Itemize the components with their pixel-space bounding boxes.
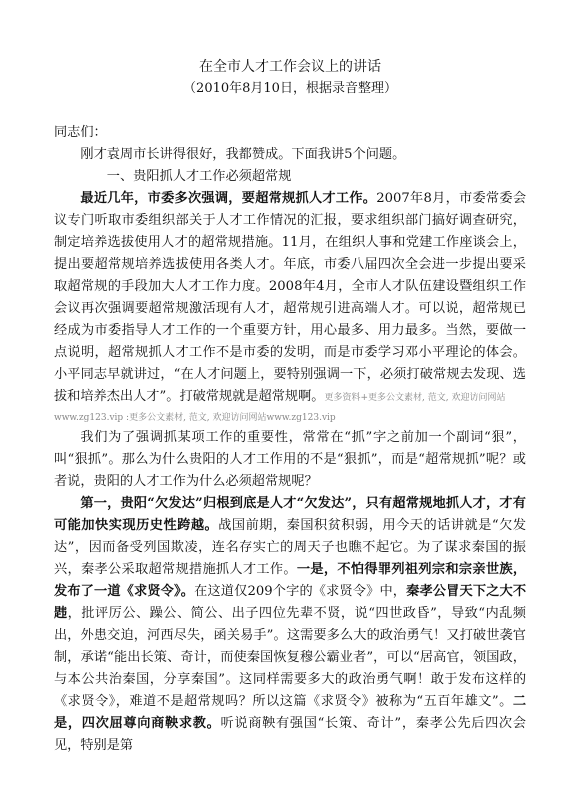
p1-sentence-2: 2007年8月，市委常委会议专门听取市委组织部关于人才工作情况的汇报，要求组织部门搞好调查研究，制定培养选拔使用人才的超常规措施。	[54, 191, 527, 250]
p3-text-i: 听说商鞅有强国“长策、奇计”，秦孝公先后四次会见，特别是第	[54, 716, 526, 753]
p1-sentence-7: 当然，要做一点说明，超常规抓人才工作不是市委的发明，而是市委学习邓小平理论的体会。	[54, 323, 527, 360]
p3-text-c: 在这道仅209个字的《求贤令》中，	[194, 584, 407, 599]
watermark-line: www.zg123.vip :更多公文素材, 范文, 欢迎访问网站www.zg123.vip	[54, 413, 336, 423]
greeting: 同志们：	[54, 125, 107, 140]
p1-sentence-3: 11月，在组织人事和党建工作座谈会上，提出要超常规培养选拔使用各类人才。	[54, 235, 526, 272]
paragraph-2: 我们为了强调抓某项工作的重要性，常常在“抓”字之前加一个副词“狠”，叫“狠抓”。那么为什么贵阳的人才工作用的不是“狠抓”，而是“超常规抓”呢？或者说，贵阳的人才工作为什么必须超常规呢？	[54, 430, 526, 489]
p1-sentence-1: 最近几年，市委多次强调，要超常规抓人才工作。	[80, 191, 377, 206]
p3-text-e: ，批评厉公、躁公、简公、出子四位先辈不贤，说“四世政昏”，导致“内乱频出，外患交迫，河西尽失，函关易手”。	[54, 606, 526, 643]
p1-sentence-5: 2008年4月，全市人才队伍建设暨组织工作会议再次强调要超常规激活现有人才，超常规引进高端人才。	[54, 279, 527, 316]
p3-text-a: 战国前期，秦国积贫积弱，用今天的话讲就是“欠发达”，因而备受列国欺凌，连名存实亡的周天子也瞧不起它。为了谋求秦国的振兴，秦孝公采取超常规措施抓人才工作。	[54, 518, 527, 577]
p1-sentence-9: 打破常规就是超常规啊。	[179, 389, 325, 404]
p1-sentence-4: 年底，市委八届四次全会进一步提出要采取超常规的手段加大人才工作力度。	[54, 257, 526, 294]
document-subtitle: （2010年8月10日，根据录音整理）	[183, 81, 397, 96]
p3-text-b: 一是，不怕得罪列祖列宗和宗亲世族，发布了一道《求贤令》。	[54, 562, 527, 599]
intro-paragraph: 刚才袁周市长讲得很好，我都赞成。下面我讲5个问题。	[80, 147, 406, 162]
p3-text-h: 二是，四次屈尊向商鞅求教。	[54, 694, 526, 731]
inline-watermark: 更多资料+更多公文素材, 范文, 欢迎访问网站	[324, 393, 506, 403]
p3-text-d: 秦孝公冒天下之大不韪	[54, 584, 527, 621]
document-title: 在全市人才工作会议上的讲话	[199, 59, 381, 75]
paragraph-3	[54, 493, 526, 757]
p3-text-f: 这需要多么大的政治勇气！又打破世袭官制，承诺“能出长策、奇计，而使秦国恢复穆公霸业者”，可以“居高官，领国政，与本公共治秦国，分享秦国”。	[54, 628, 526, 687]
p3-lead: 第一，贵阳“欠发达”归根到底是人才“欠发达”，只有超常规地抓人才，才有可能加快实现历史性跨越。	[54, 496, 526, 533]
p3-text-g: 这同样需要多大的政治勇气啊！敢于发布这样的《求贤令》，难道不是超常规吗？所以这篇《求贤令》被称为“五百年雄文”。	[54, 672, 527, 709]
section-heading: 一、贵阳抓人才工作必须超常规	[106, 169, 292, 184]
paragraph-1	[54, 188, 526, 409]
p1-sentence-6: 可以说，超常规已经成为市委指导人才工作的一个重要方针，用心最多、用力最多。	[54, 301, 527, 338]
p1-sentence-8: 小平同志早就讲过，“在人才问题上，要特别强调一下，必须打破常规去发现、选拔和培养杰出人才”。	[54, 367, 526, 404]
